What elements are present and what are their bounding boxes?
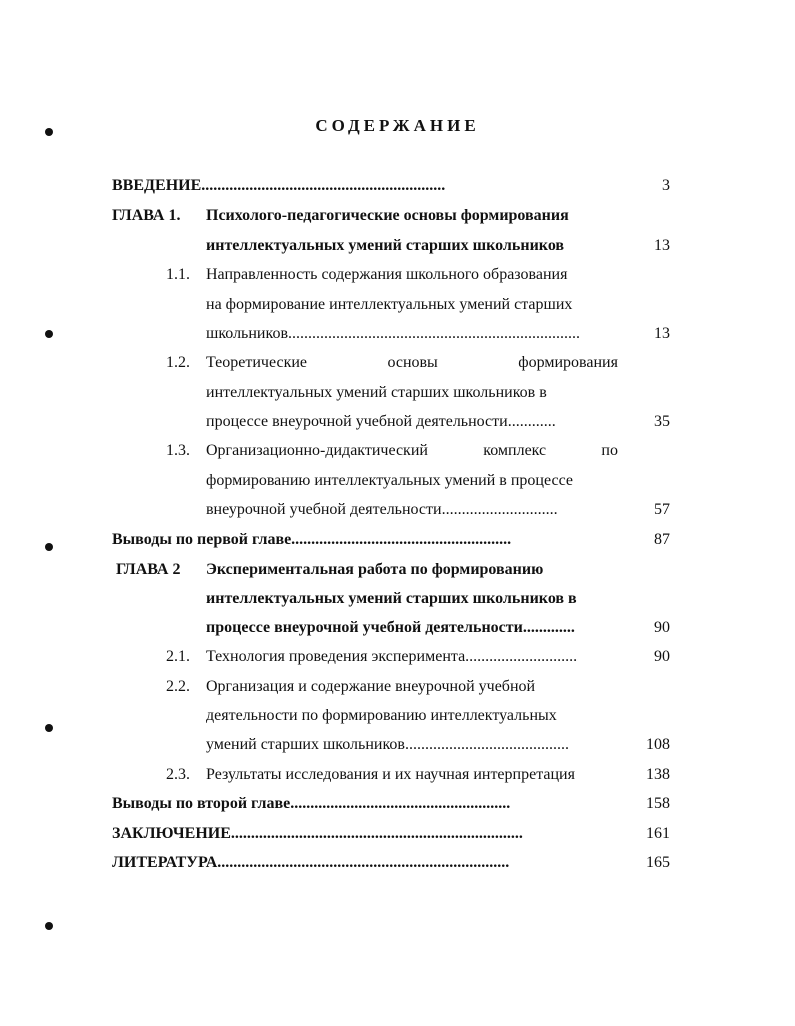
toc-page: 90 [654, 619, 670, 636]
toc-section-title: деятельности по формированию интеллектуальных [206, 707, 557, 724]
toc-page: 108 [646, 736, 670, 753]
toc-conclusions-2: Выводы по второй главе....................................................... [112, 795, 511, 812]
toc-section-title: Технология проведения эксперимента............................ [206, 648, 578, 665]
toc-section-title: Направленность содержания школьного образования [206, 266, 568, 283]
toc-page: 90 [654, 648, 670, 665]
toc-page: 165 [646, 854, 670, 871]
toc-page: 158 [646, 795, 670, 812]
toc-section-title: Организация и содержание внеурочной учебной [206, 678, 536, 695]
toc-section-title [206, 353, 618, 373]
punch-hole-mark [45, 330, 53, 338]
toc-section-title: процессе внеурочной учебной деятельности............ [206, 413, 556, 430]
toc-section-title: внеурочной учебной деятельности............................. [206, 501, 558, 518]
toc-chapter-title: Экспериментальная работа по формированию [206, 561, 544, 578]
toc-page: 138 [646, 766, 670, 783]
toc-word: комплекс [483, 442, 547, 459]
toc-section-title: формированию интеллектуальных умений в процессе [206, 472, 573, 489]
toc-section-title: на формирование интеллектуальных умений старших [206, 296, 573, 313]
toc-section-title [206, 441, 618, 461]
toc-word: по [601, 442, 618, 459]
toc-intro: ВВЕДЕНИЕ............................................................. [112, 177, 446, 194]
toc-page: 13 [654, 237, 670, 254]
toc-literature: ЛИТЕРАТУРА......................................................................... [112, 854, 510, 871]
toc-chapter-title: интеллектуальных умений старших школьников [206, 237, 565, 254]
toc-section-title: Результаты исследования и их научная интерпретация [206, 766, 575, 783]
toc-conclusions-1: Выводы по первой главе....................................................... [112, 531, 512, 548]
toc-section-number: 1.1. [166, 266, 190, 283]
toc-page: 13 [654, 325, 670, 342]
toc-word: Теоретические [206, 354, 308, 371]
toc-section-number: 1.2. [166, 354, 190, 371]
toc-word: Организационно-дидактический [206, 442, 428, 459]
punch-hole-mark [45, 724, 53, 732]
toc-chapter-title: Психолого-педагогические основы формирования [206, 207, 569, 224]
toc-chapter-label: ГЛАВА 1. [112, 207, 181, 224]
toc-section-title: интеллектуальных умений старших школьников в [206, 384, 547, 401]
toc-page: 87 [654, 531, 670, 548]
toc-conclusion: ЗАКЛЮЧЕНИЕ......................................................................... [112, 825, 523, 842]
toc-chapter-title: процессе внеурочной учебной деятельности............. [206, 619, 575, 636]
toc-section-number: 2.3. [166, 766, 190, 783]
toc-chapter-title: интеллектуальных умений старших школьников в [206, 590, 577, 607]
toc-section-number: 1.3. [166, 442, 190, 459]
toc-page: 161 [646, 825, 670, 842]
toc-word: формирования [518, 354, 618, 371]
punch-hole-mark [45, 922, 53, 930]
toc-word: основы [387, 354, 438, 371]
toc-section-title: школьников......................................................................... [206, 325, 580, 342]
toc-chapter-label: ГЛАВА 2 [116, 561, 181, 578]
toc-section-number: 2.2. [166, 678, 190, 695]
toc-page: 57 [654, 501, 670, 518]
toc-section-number: 2.1. [166, 648, 190, 665]
toc-page: 3 [662, 177, 670, 194]
toc-section-title: умений старших школьников......................................... [206, 736, 569, 753]
toc-page: 35 [654, 413, 670, 430]
punch-hole-mark [45, 543, 53, 551]
page-title: СОДЕРЖАНИЕ [315, 116, 480, 135]
